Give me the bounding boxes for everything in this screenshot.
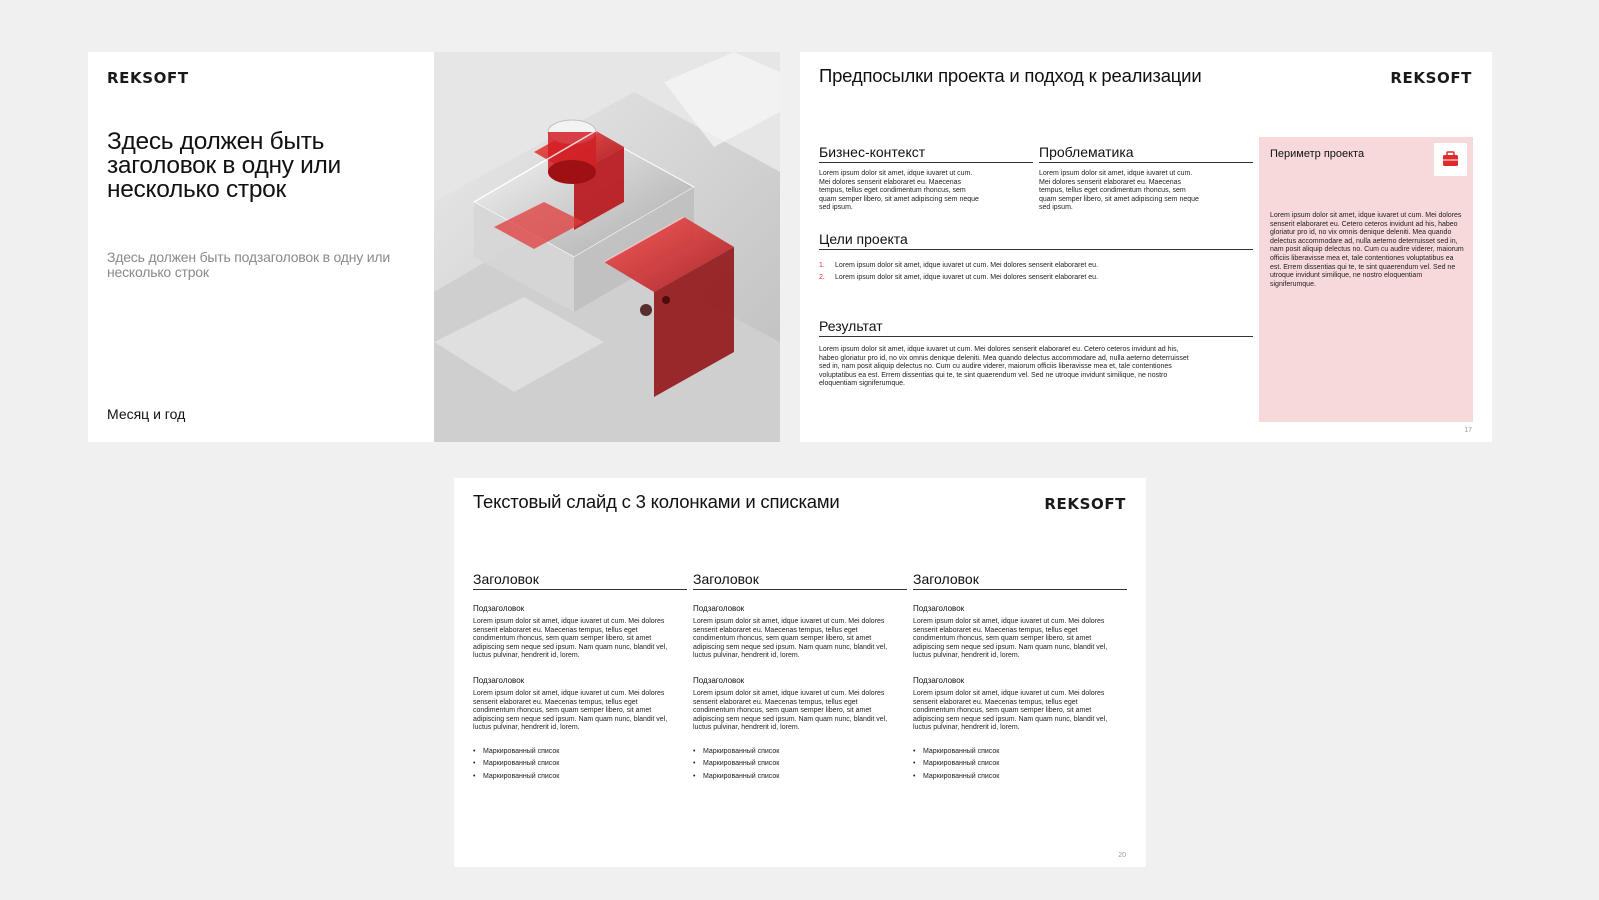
bullet-list bbox=[913, 746, 1127, 784]
column-subheading: Подзаголовок bbox=[693, 675, 745, 685]
column-subheading: Подзаголовок bbox=[473, 675, 525, 685]
business-context-heading: Бизнес-контекст bbox=[819, 144, 1033, 163]
list-item: • Маркированный список bbox=[693, 771, 907, 784]
brand-logo: REKSOFT bbox=[1044, 495, 1126, 513]
column-1 bbox=[473, 571, 687, 783]
column-subheading: Подзаголовок bbox=[473, 604, 525, 613]
column-text: Lorem ipsum dolor sit amet, idque iuvaret ut cum. Mei dolores senserit elaboraret eu. Maecenas tempus, tellus eget condimentum rhoncus, sem quam semper libero, sit amet adipiscing sem neque sed ipsum. Nam quam nunc, blandit vel, luctus pulvinar, hendrerit id, lorem. bbox=[473, 689, 668, 732]
list-item: 2. Lorem ipsum dolor sit amet, idque iuvaret ut cum. Mei dolores senserit elaboraret eu. bbox=[819, 274, 1099, 281]
column-subheading: Подзаголовок bbox=[913, 604, 965, 613]
result-text: Lorem ipsum dolor sit amet, idque iuvaret ut cum. Mei dolores senserit elaboraret eu. Cetero ceteros invidunt ad his, habeo gloriatur pro id, no vix omnis denique deleniti. Mea quando delectus accommodare ad, nulla aeterno deterruisset sed in, nam posit aliquip delectus no. Cum cu audire viderer, maiorum officiis liberavisse mea et, tale contentiones voluptatibus ea est. Errem dissentias qui te, te sint quaerendum vel. Sed ne utroque invidunt similique, ne nostro eloquentiam signiferumque. bbox=[819, 346, 1189, 388]
project-background-slide[interactable] bbox=[800, 52, 1492, 442]
list-item: • Маркированный список bbox=[913, 746, 1127, 759]
list-item: • Маркированный список bbox=[693, 758, 907, 771]
column-heading: Заголовок bbox=[913, 571, 1127, 590]
problems-heading: Проблематика bbox=[1039, 144, 1253, 163]
list-item: • Маркированный список bbox=[913, 758, 1127, 771]
problems-text: Lorem ipsum dolor sit amet, idque iuvaret ut cum. Mei dolores senserit elaboraret eu. Maecenas tempus, tellus eget condimentum rhoncus, sem quam semper libero, sit amet adipiscing sem neque sed ipsum. bbox=[1039, 170, 1199, 212]
result-heading: Результат bbox=[819, 318, 1253, 337]
page-number: 20 bbox=[1118, 852, 1126, 859]
list-item: • Маркированный список bbox=[693, 746, 907, 759]
page-number: 17 bbox=[1464, 427, 1472, 434]
column-heading: Заголовок bbox=[473, 571, 687, 590]
list-item: • Маркированный список bbox=[473, 758, 687, 771]
three-column-slide[interactable] bbox=[454, 478, 1146, 867]
goals-list bbox=[819, 260, 1252, 284]
column-subheading: Подзаголовок bbox=[913, 675, 965, 685]
column-text: Lorem ipsum dolor sit amet, idque iuvaret ut cum. Mei dolores senserit elaboraret eu. Maecenas tempus, tellus eget condimentum rhoncus, sem quam semper libero, sit amet adipiscing sem neque sed ipsum. Nam quam nunc, blandit vel, luctus pulvinar, hendrerit id, lorem. bbox=[913, 618, 1108, 660]
bullet-list bbox=[473, 746, 687, 784]
title-slide[interactable] bbox=[88, 52, 780, 442]
abstract-glass-red-render-image bbox=[434, 52, 780, 442]
column-text: Lorem ipsum dolor sit amet, idque iuvaret ut cum. Mei dolores senserit elaboraret eu. Maecenas tempus, tellus eget condimentum rhoncus, sem quam semper libero, sit amet adipiscing sem neque sed ipsum. Nam quam nunc, blandit vel, luctus pulvinar, hendrerit id, lorem. bbox=[473, 618, 668, 660]
column-text: Lorem ipsum dolor sit amet, idque iuvaret ut cum. Mei dolores senserit elaboraret eu. Maecenas tempus, tellus eget condimentum rhoncus, sem quam semper libero, sit amet adipiscing sem neque sed ipsum. Nam quam nunc, blandit vel, luctus pulvinar, hendrerit id, lorem. bbox=[693, 689, 888, 732]
list-item: • Маркированный список bbox=[913, 771, 1127, 784]
business-context-text: Lorem ipsum dolor sit amet, idque iuvaret ut cum. Mei dolores senserit elaboraret eu. Maecenas tempus, tellus eget condimentum rhoncus, sem quam semper libero, sit amet adipiscing sem neque sed ipsum. bbox=[819, 170, 979, 212]
column-text: Lorem ipsum dolor sit amet, idque iuvaret ut cum. Mei dolores senserit elaboraret eu. Maecenas tempus, tellus eget condimentum rhoncus, sem quam semper libero, sit amet adipiscing sem neque sed ipsum. Nam quam nunc, blandit vel, luctus pulvinar, hendrerit id, lorem. bbox=[913, 689, 1108, 732]
list-item: • Маркированный список bbox=[473, 771, 687, 784]
briefcase-icon bbox=[1434, 143, 1467, 176]
goals-heading: Цели проекта bbox=[819, 231, 1253, 250]
perimeter-title: Периметр проекта bbox=[1270, 148, 1365, 160]
slide-title: Предпосылки проекта и подход к реализации bbox=[819, 65, 1202, 86]
slide-subtitle: Здесь должен быть подзаголовок в одну или несколько строк bbox=[107, 249, 390, 280]
column-2 bbox=[693, 571, 907, 783]
slide-date: Месяц и год bbox=[107, 406, 186, 422]
column-3 bbox=[913, 571, 1127, 783]
brand-logo: REKSOFT bbox=[107, 69, 189, 87]
bullet-list bbox=[693, 746, 907, 784]
slide-title: Текстовый слайд с 3 колонками и списками bbox=[473, 491, 840, 512]
column-subheading: Подзаголовок bbox=[693, 604, 745, 613]
slide-title: Здесь должен быть заголовок в одну или несколько строк bbox=[107, 128, 341, 203]
column-text: Lorem ipsum dolor sit amet, idque iuvaret ut cum. Mei dolores senserit elaboraret eu. Maecenas tempus, tellus eget condimentum rhoncus, sem quam semper libero, sit amet adipiscing sem neque sed ipsum. Nam quam nunc, blandit vel, luctus pulvinar, hendrerit id, lorem. bbox=[693, 618, 888, 660]
brand-logo: REKSOFT bbox=[1390, 69, 1472, 87]
column-heading: Заголовок bbox=[693, 571, 907, 590]
perimeter-text: Lorem ipsum dolor sit amet, idque iuvaret ut cum. Mei dolores senserit elaboraret eu. Cetero ceteros invidunt ad his, habeo gloriatur pro id, no vix omnis denique deleniti. Mea quando delectus accommodare ad, nulla aeterno deterruisset sed in, nam posit aliquip delectus no. Cum cu audire viderer, maiorum officiis liberavisse mea et, tale contentiones voluptatibus ea est. Errem dissentias qui te, te sint quaerendum vel. Sed ne utroque invidunt similique, ne nostro eloquentiam signiferumque. bbox=[1270, 212, 1464, 288]
project-perimeter-panel bbox=[1259, 137, 1473, 422]
list-item: 1. Lorem ipsum dolor sit amet, idque iuvaret ut cum. Mei dolores senserit elaboraret eu. bbox=[819, 262, 1099, 269]
list-item: • Маркированный список bbox=[473, 746, 687, 759]
